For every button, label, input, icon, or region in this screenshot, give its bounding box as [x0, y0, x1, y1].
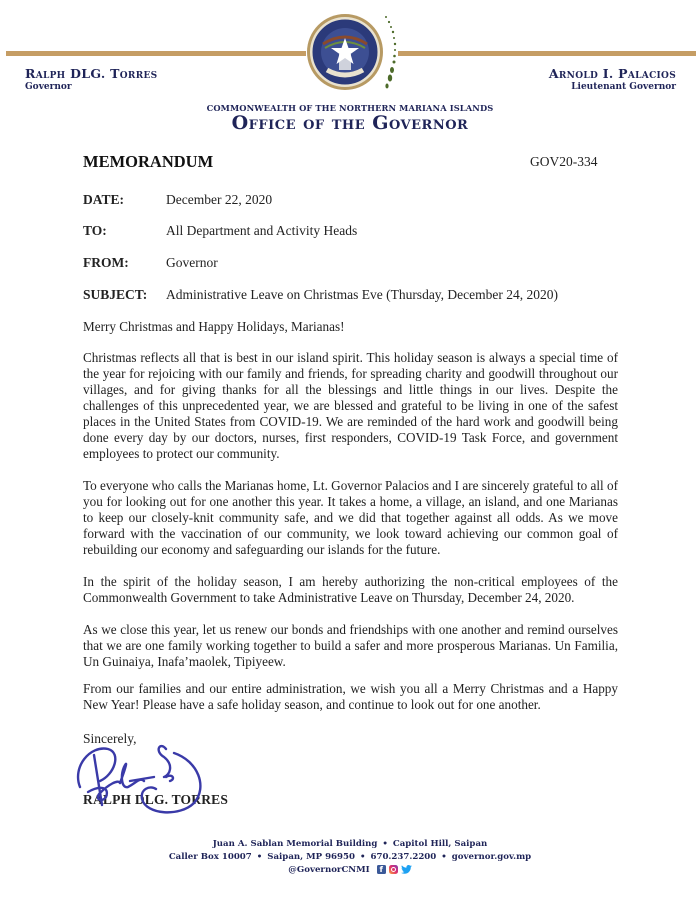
subject-value: Administrative Leave on Christmas Eve (Thursday, December 24, 2020) [166, 287, 559, 302]
governor-title: Governor [25, 82, 72, 92]
lt-governor-name: Arnold I. Palacios [548, 66, 676, 81]
footer [0, 838, 700, 877]
twitter-icon[interactable] [401, 865, 412, 874]
location: Capitol Hill, Saipan [392, 839, 488, 849]
building-name: Juan A. Sablan Memorial Building [212, 839, 378, 849]
lt-governor-title: Lieutenant Governor [571, 82, 676, 92]
from-label: FROM: [83, 255, 129, 270]
gold-rule-right [398, 51, 696, 56]
office-header [0, 103, 700, 134]
phone-number: 670.237.2200 [370, 852, 437, 862]
footer-social-line [0, 864, 700, 877]
commonwealth-line: COMMONWEALTH OF THE NORTHERN MARIANA ISLANDS [206, 103, 494, 113]
signature-icon [70, 737, 220, 817]
bullet-separator: • [441, 852, 447, 862]
islands-chain-icon [382, 14, 402, 94]
instagram-icon[interactable] [389, 865, 398, 874]
website-link[interactable]: governor.gov.mp [451, 852, 532, 862]
to-label: TO: [83, 223, 107, 238]
date-label: DATE: [83, 192, 125, 207]
body-paragraph-3: In the spirit of the holiday season, I am hereby authorizing the non-critical employees of the Commonwealth Government to take Administrative Leave on Thursday, December 24, 2020. [83, 574, 618, 605]
bullet-separator: • [256, 852, 263, 862]
memo-title: MEMORANDUM [83, 152, 214, 171]
bullet-separator: • [382, 839, 388, 849]
body-paragraph-2: To everyone who calls the Marianas home, Lt. Governor Palacios and I are sincerely grateful to all of you for looking out for one another this year. It takes a home, a village, an island, and one Marianas to keep our closely-knit community safe, and we did that together against all odds. As we move forward with the vaccination of our community, we look toward achieving our common goal of rebuilding our economy and safeguarding our islands for the future. [83, 478, 618, 557]
gold-rule-left [6, 51, 306, 56]
footer-address-line-1 [0, 838, 700, 851]
cnmi-official-seal-icon [305, 12, 385, 92]
body-paragraph-1: Christmas reflects all that is best in our island spirit. This holiday season is always a special time of the year for rejoicing with our family and friends, for spreading charity and goodwill throughout our villages, and for giving thanks for all the blessings and little things in our lives. Despite the challenges of this unprecedented year, we are blessed and grateful to be living in one of the safest places in the United States from COVID-19. We are reminded of the hard work and goodwill being done every day by our doctors, nurses, first responders, COVID-19 Task Force, and government employees to protect our community. [83, 350, 618, 461]
memo-number: GOV20-334 [530, 154, 598, 169]
social-icons [377, 865, 412, 874]
mailing-box: Caller Box 10007 [168, 852, 252, 862]
bullet-separator: • [359, 852, 366, 862]
office-title: Office of the Governor [231, 112, 469, 134]
facebook-icon[interactable]: f [377, 865, 386, 874]
from-value: Governor [166, 255, 218, 270]
social-handle[interactable]: @GovernorCNMI [288, 865, 370, 875]
subject-label: SUBJECT: [83, 287, 148, 302]
lt-governor-block [549, 66, 676, 92]
to-value: All Department and Activity Heads [166, 223, 358, 238]
date-value: December 22, 2020 [166, 192, 273, 207]
body-paragraph-5: From our families and our entire administration, we wish you all a Merry Christmas and a Happy New Year! Please have a safe holiday season, and continue to look out for one another. [83, 681, 618, 712]
governor-name: Ralph DLG. Torres [25, 66, 158, 81]
city-zip: Saipan, MP 96950 [267, 852, 355, 862]
signer-name: RALPH DLG. TORRES [83, 792, 229, 807]
greeting: Merry Christmas and Happy Holidays, Marianas! [83, 319, 345, 334]
footer-address-line-2 [0, 851, 700, 864]
closing: Sincerely, [83, 731, 137, 746]
governor-block [25, 66, 157, 92]
body-paragraph-4: As we close this year, let us renew our bonds and friendships with one another and remind ourselves that we are one family working together to build a safer and more prosperous Marianas. Un Familia, Un Guinaiya, Inafa’maolek, Tipiyeew. [83, 622, 618, 669]
